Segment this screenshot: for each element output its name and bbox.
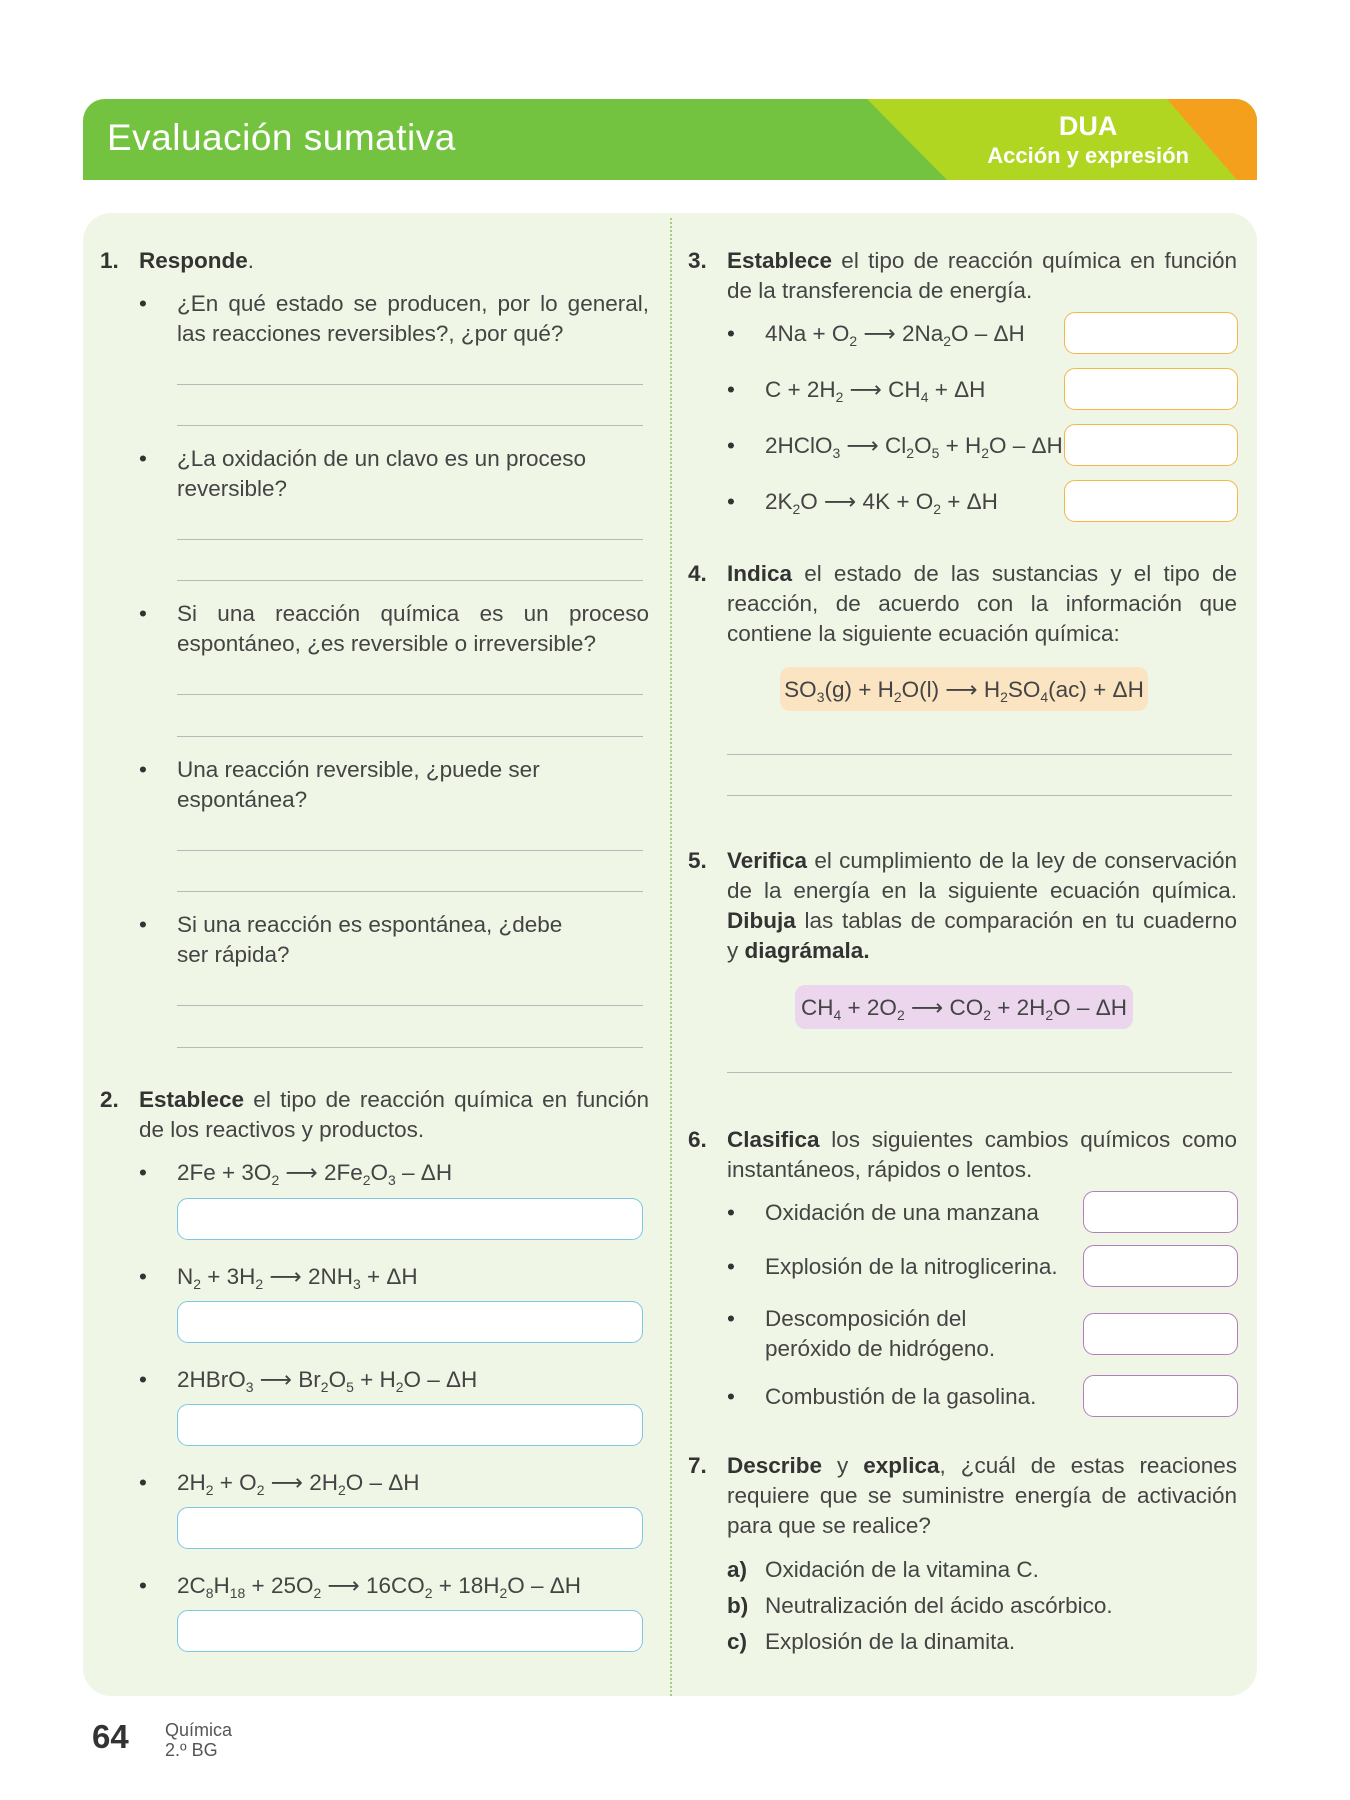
answer-line[interactable] xyxy=(177,1005,643,1006)
equation-hbro3: • 2HBrO$_3$ ⟶ $Br_2O_5 + H_2O - \Delta H$ xyxy=(177,1365,477,1395)
question-rest: , ¿cuál de estas reaciones requiere que se suministre energía de activación para que se realice? xyxy=(727,1453,1237,1538)
q1-bullet-3: • Si una reacción química es un proceso espontáneo, ¿es reversible o irreversible? xyxy=(177,599,649,659)
equation-h2: • $2H_2 + O_2$ ⟶ $2H_2O$ – ΔH xyxy=(177,1468,420,1498)
page-title: Evaluación sumativa xyxy=(107,117,456,158)
question-rest: las tablas de comparación en tu cuaderno y xyxy=(727,908,1237,963)
equation-so3-box: $SO_3(g) + H_2O(l)$ ⟶ $H_2SO_4(ac) + \Delta H$ xyxy=(780,667,1148,711)
question-rest: el cumplimiento de la ley de conservación de la energía en la siguiente ecuación química. xyxy=(727,848,1237,903)
question-number: 2. xyxy=(100,1087,119,1112)
answer-box[interactable] xyxy=(1083,1313,1238,1355)
question-text xyxy=(727,1125,1237,1185)
answer-line[interactable] xyxy=(177,736,643,737)
subject-name: Química xyxy=(165,1720,233,1740)
question-text xyxy=(139,1085,649,1145)
question-rest: el tipo de reacción química en función de los reactivos y productos. xyxy=(139,1087,649,1142)
question-text xyxy=(727,1451,1237,1541)
answer-box[interactable] xyxy=(1083,1245,1238,1287)
answer-box[interactable] xyxy=(177,1198,643,1240)
answer-line[interactable] xyxy=(727,1072,1232,1073)
q6-item-1: • Oxidación de una manzana xyxy=(765,1198,1065,1228)
answer-line[interactable] xyxy=(177,694,643,695)
question-verb: Indica xyxy=(727,561,793,586)
question-rest: el estado de las sustancias y el tipo de reacción, de acuerdo con la información que contiene la siguiente ecuación química: xyxy=(727,561,1237,646)
column-divider xyxy=(670,218,672,1696)
question-rest: los siguientes cambios químicos como instantáneos, rápidos o lentos. xyxy=(727,1127,1237,1182)
answer-box[interactable] xyxy=(1064,368,1238,410)
equation-4na: • $4Na + O_2$ ⟶ $2Na_2O$ – ΔH xyxy=(765,319,1025,349)
question-verb: diagrámala. xyxy=(744,938,870,963)
question-verb: Clasifica xyxy=(727,1127,820,1152)
question-rest: . xyxy=(247,248,255,273)
header-banner xyxy=(83,99,1257,180)
answer-box[interactable] xyxy=(177,1404,643,1446)
question-verb: Responde xyxy=(139,248,248,273)
option-text: Oxidación de la vitamina C. xyxy=(765,1557,1039,1582)
question-rest: y xyxy=(822,1453,864,1478)
answer-line[interactable] xyxy=(727,754,1232,755)
q6-item-3: • Descomposición del peróxido de hidrógeno. xyxy=(765,1304,1025,1364)
equation-2fe: • $2Fe + 3O_2$ ⟶ $2Fe_2O_3$ – ΔH xyxy=(177,1158,452,1188)
question-verb: Establece xyxy=(727,248,833,273)
q1-bullet-5: • Si una reacción es espontánea, ¿debe ser rápida? xyxy=(177,910,577,970)
option-text: Neutralización del ácido ascórbico. xyxy=(765,1593,1113,1618)
answer-line[interactable] xyxy=(177,425,643,426)
q6-item-4: • Combustión de la gasolina. xyxy=(765,1382,1065,1412)
question-text xyxy=(727,846,1237,966)
question-text xyxy=(139,246,649,276)
dua-title: DUA xyxy=(1058,111,1118,141)
question-number: 3. xyxy=(688,248,707,273)
answer-box[interactable] xyxy=(177,1610,643,1652)
question-number: 5. xyxy=(688,848,707,873)
answer-line[interactable] xyxy=(177,580,643,581)
option-letter: c) xyxy=(727,1629,748,1654)
equation-hclo3: • 2HClO$_3$ ⟶ $Cl_2O_5 + H_2O - \Delta H$ xyxy=(765,431,1063,461)
question-verb: Establece xyxy=(139,1087,245,1112)
question-number: 7. xyxy=(688,1453,707,1478)
option-text: Explosión de la dinamita. xyxy=(765,1629,1016,1654)
equation-c8h18: • $2C_8H_{18} + 25O_2$ ⟶ $16CO_2 + 18H_2O - \Delta H$ xyxy=(177,1571,581,1601)
q6-item-2: • Explosión de la nitroglicerina. xyxy=(765,1252,1075,1282)
question-verb: Dibuja xyxy=(727,908,796,933)
answer-line[interactable] xyxy=(177,539,643,540)
grade-label: 2.º BG xyxy=(165,1740,218,1760)
dua-label xyxy=(987,111,1189,169)
page-number: 64 xyxy=(92,1718,129,1755)
equation-n2: • $N_2 + 3H_2$ ⟶ $2NH_3 + \Delta H$ xyxy=(177,1262,418,1292)
option-letter: b) xyxy=(727,1593,749,1618)
question-text xyxy=(727,246,1237,306)
q1-bullet-1: • ¿En qué estado se producen, por lo general, las reacciones reversibles?, ¿por qué? xyxy=(177,289,649,349)
answer-line[interactable] xyxy=(727,795,1232,796)
q1-bullet-2: • ¿La oxidación de un clavo es un proceso reversible? xyxy=(177,444,617,504)
answer-box[interactable] xyxy=(177,1507,643,1549)
question-number: 4. xyxy=(688,561,707,586)
equation-ch4-box: $CH_4 + 2O_2$ ⟶ $CO_2 + 2H_2O - \Delta H$ xyxy=(795,985,1133,1029)
answer-box[interactable] xyxy=(1064,480,1238,522)
footer-subject xyxy=(165,1720,232,1760)
question-rest: el tipo de reacción química en función de la transferencia de energía. xyxy=(727,248,1237,303)
equation-k2o: • $2K_2O$ ⟶ $4K + O_2 + \Delta H$ xyxy=(765,487,998,517)
question-verb: explica xyxy=(863,1453,940,1478)
dua-subtitle: Acción y expresión xyxy=(987,143,1189,168)
question-text xyxy=(727,559,1237,649)
answer-box[interactable] xyxy=(1064,312,1238,354)
answer-box[interactable] xyxy=(177,1301,643,1343)
answer-box[interactable] xyxy=(1064,424,1238,466)
equation-c2h2: • $C + 2H_2$ ⟶ $CH_4 + \Delta H$ xyxy=(765,375,985,405)
answer-line[interactable] xyxy=(177,1047,643,1048)
question-verb: Describe xyxy=(727,1453,823,1478)
question-number: 1. xyxy=(100,248,119,273)
answer-line[interactable] xyxy=(177,384,643,385)
option-letter: a) xyxy=(727,1557,748,1582)
question-verb: Verifica xyxy=(727,848,808,873)
question-number: 6. xyxy=(688,1127,707,1152)
q1-bullet-4: • Una reacción reversible, ¿puede ser espontánea? xyxy=(177,755,567,815)
answer-box[interactable] xyxy=(1083,1191,1238,1233)
answer-line[interactable] xyxy=(177,850,643,851)
answer-line[interactable] xyxy=(177,891,643,892)
answer-box[interactable] xyxy=(1083,1375,1238,1417)
